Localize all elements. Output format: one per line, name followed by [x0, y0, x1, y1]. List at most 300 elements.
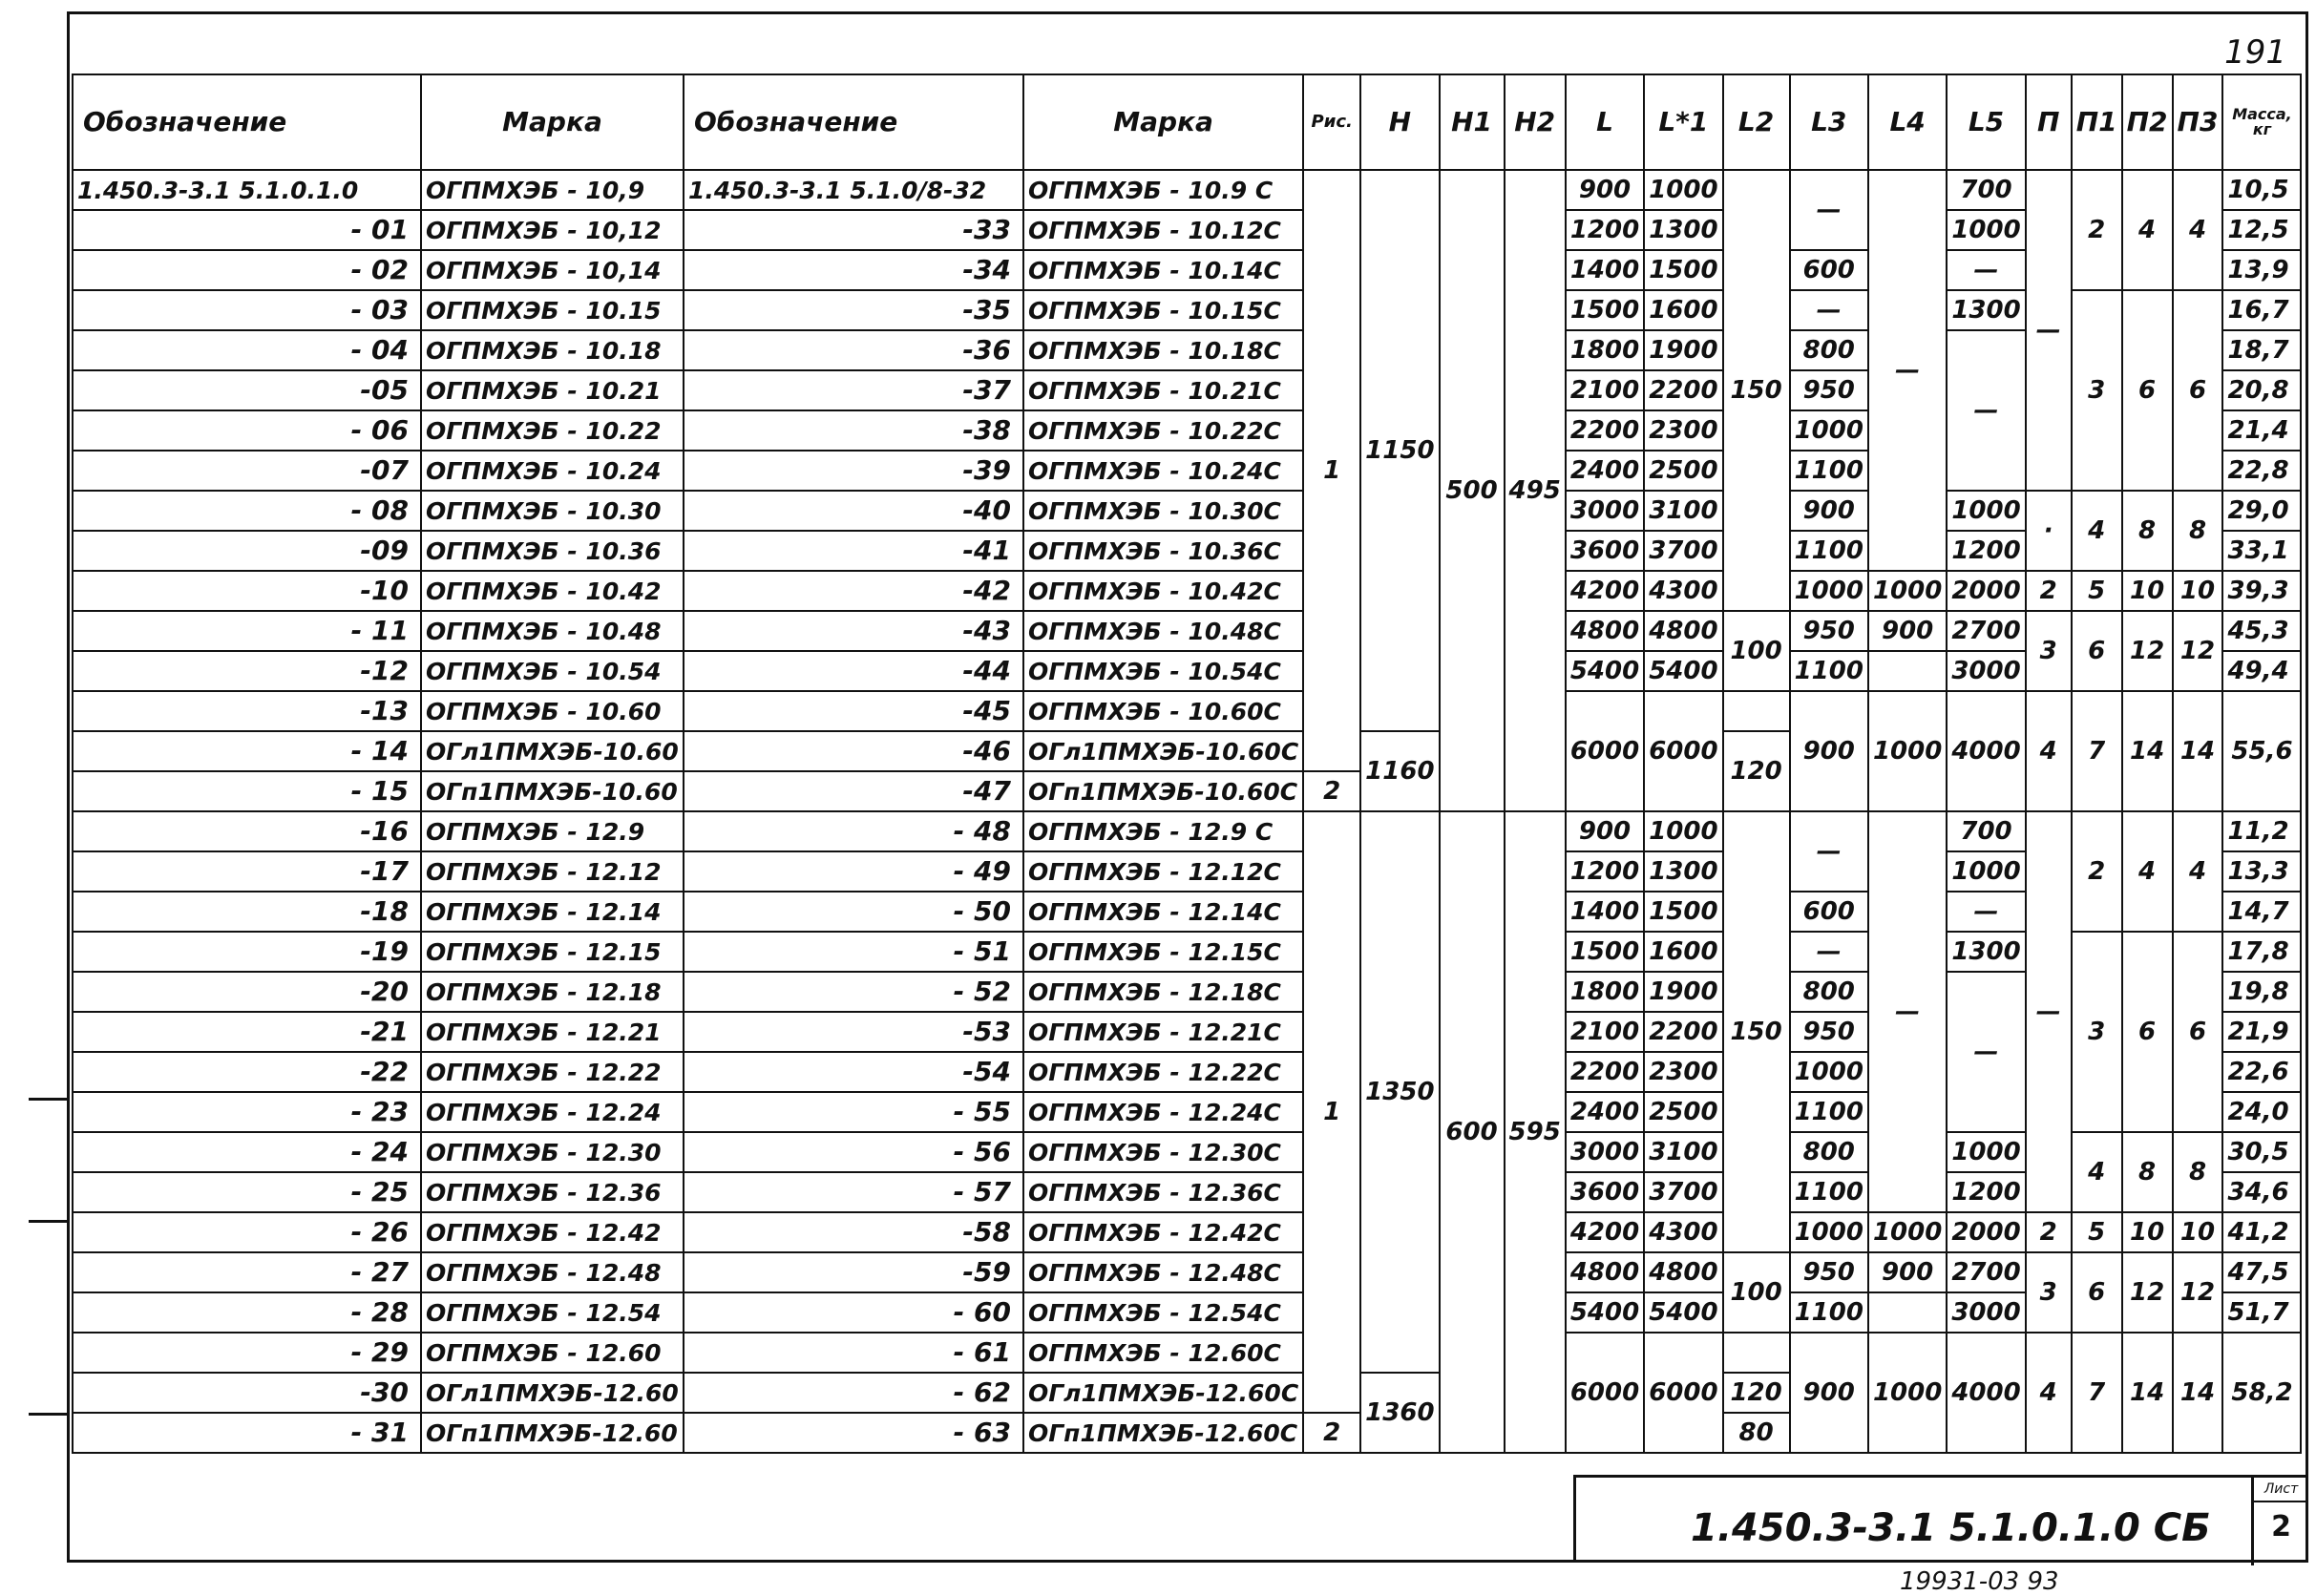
l1-cell: 4300 — [1644, 1212, 1722, 1252]
designation-cell: -58 — [684, 1212, 1023, 1252]
h1-cell: 600 — [1440, 811, 1505, 1453]
p2-cell: 14 — [2122, 691, 2173, 811]
h1-cell: 500 — [1440, 170, 1505, 811]
mass-cell: 34,6 — [2222, 1172, 2301, 1212]
mark-cell: ОГПМХЭБ - 10.60С — [1023, 691, 1303, 731]
l1-cell: 2500 — [1644, 1092, 1722, 1132]
p2-cell: 4 — [2122, 811, 2173, 932]
p3-cell: 8 — [2173, 1132, 2223, 1212]
table-row — [73, 210, 2301, 250]
l3-cell: 900 — [1790, 491, 1868, 531]
p-cell: · — [2026, 491, 2072, 571]
table-row — [73, 892, 2301, 932]
designation-cell: -17 — [73, 851, 421, 892]
designation-cell: -13 — [73, 691, 421, 731]
designation-cell: -59 — [684, 1252, 1023, 1292]
l-cell: 2200 — [1566, 410, 1644, 451]
designation-cell: - 57 — [684, 1172, 1023, 1212]
mark-cell: ОГПМХЭБ - 10.15С — [1023, 290, 1303, 330]
l1-cell: 1900 — [1644, 330, 1722, 370]
p3-cell: 12 — [2173, 1252, 2223, 1333]
mass-cell: 11,2 — [2222, 811, 2301, 851]
fig-cell: 1 — [1303, 170, 1360, 771]
designation-cell: - 51 — [684, 932, 1023, 972]
l-cell: 900 — [1566, 170, 1644, 210]
col-header: L5 — [1947, 74, 2025, 170]
designation-cell: -41 — [684, 531, 1023, 571]
mass-cell: 29,0 — [2222, 491, 2301, 531]
mark-cell: ОГПМХЭБ - 10,14 — [421, 250, 684, 290]
p1-cell: 3 — [2072, 932, 2122, 1132]
mass-cell: 21,4 — [2222, 410, 2301, 451]
table-row — [73, 1212, 2301, 1252]
p1-cell: 7 — [2072, 1333, 2122, 1453]
p1-cell: 5 — [2072, 571, 2122, 611]
l-cell: 5400 — [1566, 651, 1644, 691]
designation-cell: -19 — [73, 932, 421, 972]
mark-cell: ОГПМХЭБ - 10.48 — [421, 611, 684, 651]
designation-cell: -36 — [684, 330, 1023, 370]
l-cell: 2200 — [1566, 1052, 1644, 1092]
l2-cell: 80 — [1723, 1413, 1790, 1453]
mark-cell: ОГПМХЭБ - 12.9 С — [1023, 811, 1303, 851]
l4-cell: — — [1868, 811, 1947, 1212]
l1-cell: 1300 — [1644, 210, 1722, 250]
col-header: L — [1566, 74, 1644, 170]
l3-cell: — — [1790, 290, 1868, 330]
l5-cell: 2700 — [1947, 1252, 2025, 1292]
mark-cell: ОГПМХЭБ - 12.30 — [421, 1132, 684, 1172]
l-cell: 3600 — [1566, 1172, 1644, 1212]
mark-cell: ОГПМХЭБ - 10.48С — [1023, 611, 1303, 651]
l5-cell: 700 — [1947, 170, 2025, 210]
table-row — [73, 170, 2301, 210]
mark-cell: ОГПМХЭБ - 12.48С — [1023, 1252, 1303, 1292]
l1-cell: 1000 — [1644, 170, 1722, 210]
l1-cell: 5400 — [1644, 1292, 1722, 1333]
p2-cell: 10 — [2122, 571, 2173, 611]
designation-cell: -43 — [684, 611, 1023, 651]
mark-cell: ОГПМХЭБ - 12.12 — [421, 851, 684, 892]
col-header: L*1 — [1644, 74, 1722, 170]
mass-cell: 13,9 — [2222, 250, 2301, 290]
l5-cell: 2000 — [1947, 1212, 2025, 1252]
mark-cell: ОГл1ПМХЭБ-10.60С — [1023, 731, 1303, 771]
mass-cell: 19,8 — [2222, 972, 2301, 1012]
l-cell: 1400 — [1566, 892, 1644, 932]
p2-cell: 6 — [2122, 290, 2173, 491]
designation-cell: -46 — [684, 731, 1023, 771]
l-cell: 900 — [1566, 811, 1644, 851]
designation-cell: - 29 — [73, 1333, 421, 1373]
p-cell: — — [2026, 170, 2072, 491]
mass-cell: 55,6 — [2222, 691, 2301, 811]
l1-cell: 3100 — [1644, 1132, 1722, 1172]
designation-cell: - 03 — [73, 290, 421, 330]
col-header: Марка — [1023, 74, 1303, 170]
l2-cell: 150 — [1723, 811, 1790, 1252]
designation-cell: -10 — [73, 571, 421, 611]
p1-cell: 6 — [2072, 1252, 2122, 1333]
p-cell: 3 — [2026, 1252, 2072, 1333]
mass-cell: 22,8 — [2222, 451, 2301, 491]
mass-cell: 47,5 — [2222, 1252, 2301, 1292]
l4-cell: 900 — [1868, 1252, 1947, 1292]
col-header: П1 — [2072, 74, 2122, 170]
l1-cell: 1600 — [1644, 932, 1722, 972]
l4-cell: 1000 — [1868, 1212, 1947, 1252]
l1-cell: 2200 — [1644, 1012, 1722, 1052]
mark-cell: ОГПМХЭБ - 10.9 С — [1023, 170, 1303, 210]
mark-cell: ОГПМХЭБ - 10.21 — [421, 370, 684, 410]
table-row — [73, 1252, 2301, 1292]
p1-cell: 6 — [2072, 611, 2122, 691]
l3-cell: 600 — [1790, 892, 1868, 932]
mark-cell: ОГПМХЭБ - 10.36 — [421, 531, 684, 571]
document-code: 1.450.3-3.1 5.1.0.1.0 СБ — [1691, 1506, 2211, 1550]
table-row — [73, 571, 2301, 611]
table-row — [73, 1292, 2301, 1333]
designation-cell: - 08 — [73, 491, 421, 531]
mark-cell: ОГПМХЭБ - 10.12С — [1023, 210, 1303, 250]
designation-cell: - 04 — [73, 330, 421, 370]
mark-cell: ОГПМХЭБ - 12.36С — [1023, 1172, 1303, 1212]
designation-cell: - 01 — [73, 210, 421, 250]
mark-cell: ОГп1ПМХЭБ-10.60 — [421, 771, 684, 811]
mark-cell: ОГПМХЭБ - 12.48 — [421, 1252, 684, 1292]
mark-cell: ОГПМХЭБ - 12.22 — [421, 1052, 684, 1092]
mass-cell: 17,8 — [2222, 932, 2301, 972]
l1-cell: 2300 — [1644, 1052, 1722, 1092]
p1-cell: 2 — [2072, 170, 2122, 290]
mark-cell: ОГПМХЭБ - 12.15 — [421, 932, 684, 972]
designation-cell: -45 — [684, 691, 1023, 731]
mark-cell: ОГПМХЭБ - 12.24 — [421, 1092, 684, 1132]
table-row — [73, 330, 2301, 370]
l5-cell: 3000 — [1947, 651, 2025, 691]
h2-cell: 495 — [1505, 170, 1566, 811]
p3-cell: 10 — [2173, 1212, 2223, 1252]
mark-cell: ОГПМХЭБ - 10.30 — [421, 491, 684, 531]
mark-cell: ОГл1ПМХЭБ-12.60 — [421, 1373, 684, 1413]
fig-cell: 2 — [1303, 1413, 1360, 1453]
table-row — [73, 972, 2301, 1012]
l5-cell: — — [1947, 330, 2025, 491]
l1-cell: 3700 — [1644, 1172, 1722, 1212]
l-cell: 6000 — [1566, 1333, 1644, 1453]
h2-cell: 595 — [1505, 811, 1566, 1453]
mark-cell: ОГп1ПМХЭБ-10.60С — [1023, 771, 1303, 811]
l2-cell: 150 — [1723, 170, 1790, 611]
p-cell: 3 — [2026, 611, 2072, 691]
l3-cell: — — [1790, 932, 1868, 972]
sheet-box — [2251, 1478, 2308, 1565]
col-header: H — [1360, 74, 1439, 170]
designation-cell: -18 — [73, 892, 421, 932]
mark-cell: ОГПМХЭБ - 10,9 — [421, 170, 684, 210]
l3-cell: 1100 — [1790, 531, 1868, 571]
l-cell: 1500 — [1566, 290, 1644, 330]
p2-cell: 12 — [2122, 611, 2173, 691]
mark-cell: ОГПМХЭБ - 12.24С — [1023, 1092, 1303, 1132]
table-row — [73, 691, 2301, 731]
designation-cell: - 14 — [73, 731, 421, 771]
l5-cell: — — [1947, 250, 2025, 290]
l-cell: 6000 — [1566, 691, 1644, 811]
designation-cell: - 52 — [684, 972, 1023, 1012]
l1-cell: 4800 — [1644, 611, 1722, 651]
p3-cell: 6 — [2173, 290, 2223, 491]
l5-cell: 2000 — [1947, 571, 2025, 611]
designation-cell: - 55 — [684, 1092, 1023, 1132]
mark-cell: ОГПМХЭБ - 10.22С — [1023, 410, 1303, 451]
table-row — [73, 250, 2301, 290]
p2-cell: 14 — [2122, 1333, 2173, 1453]
designation-cell: - 24 — [73, 1132, 421, 1172]
mass-cell: 45,3 — [2222, 611, 2301, 651]
l3-cell: 950 — [1790, 611, 1868, 651]
fig-cell: 1 — [1303, 811, 1360, 1413]
p3-cell: 10 — [2173, 571, 2223, 611]
sheet-number: 2 — [2271, 1510, 2291, 1544]
designation-cell: -21 — [73, 1012, 421, 1052]
l3-cell: 1100 — [1790, 1092, 1868, 1132]
designation-cell: -42 — [684, 571, 1023, 611]
designation-cell: -47 — [684, 771, 1023, 811]
title-block — [1573, 1475, 2308, 1563]
mark-cell: ОГПМХЭБ - 12.14 — [421, 892, 684, 932]
l3-cell: 950 — [1790, 370, 1868, 410]
table-row — [73, 932, 2301, 972]
l4-cell: 1000 — [1868, 571, 1947, 611]
p1-cell: 4 — [2072, 1132, 2122, 1212]
mark-cell: ОГл1ПМХЭБ-12.60С — [1023, 1373, 1303, 1413]
mark-cell: ОГПМХЭБ - 12.54 — [421, 1292, 684, 1333]
mark-cell: ОГПМХЭБ - 10.42 — [421, 571, 684, 611]
l4-cell: 1000 — [1868, 1333, 1947, 1453]
p-cell: 4 — [2026, 1333, 2072, 1453]
mark-cell: ОГПМХЭБ - 12.21С — [1023, 1012, 1303, 1052]
l2-cell: 120 — [1723, 731, 1790, 811]
col-header: L3 — [1790, 74, 1868, 170]
l4-cell — [1868, 1292, 1947, 1333]
mark-cell: ОГПМХЭБ - 12.15С — [1023, 932, 1303, 972]
l2-cell: 100 — [1723, 1252, 1790, 1333]
designation-cell: -16 — [73, 811, 421, 851]
designation-cell: - 25 — [73, 1172, 421, 1212]
designation-cell: - 56 — [684, 1132, 1023, 1172]
l3-cell: 1100 — [1790, 1172, 1868, 1212]
mass-cell: 39,3 — [2222, 571, 2301, 611]
l1-cell: 6000 — [1644, 691, 1722, 811]
l3-cell: 800 — [1790, 1132, 1868, 1172]
table-row — [73, 1333, 2301, 1373]
table-row — [73, 851, 2301, 892]
l5-cell: — — [1947, 892, 2025, 932]
l1-cell: 1900 — [1644, 972, 1722, 1012]
mark-cell: ОГПМХЭБ - 12.12С — [1023, 851, 1303, 892]
l1-cell: 4300 — [1644, 571, 1722, 611]
p-cell: 4 — [2026, 691, 2072, 811]
l4-cell — [1868, 651, 1947, 691]
l-cell: 3600 — [1566, 531, 1644, 571]
designation-cell: -30 — [73, 1373, 421, 1413]
l1-cell: 1500 — [1644, 250, 1722, 290]
l-cell: 2400 — [1566, 1092, 1644, 1132]
col-header: Марка — [421, 74, 684, 170]
p2-cell: 4 — [2122, 170, 2173, 290]
l3-cell: 1000 — [1790, 571, 1868, 611]
page-number: 191 — [2224, 33, 2286, 72]
designation-cell: - 02 — [73, 250, 421, 290]
specification-table — [72, 74, 2302, 1454]
designation-cell: - 50 — [684, 892, 1023, 932]
mark-cell: ОГПМХЭБ - 12.36 — [421, 1172, 684, 1212]
mass-cell: 14,7 — [2222, 892, 2301, 932]
designation-cell: -37 — [684, 370, 1023, 410]
mark-cell: ОГПМХЭБ - 10.54 — [421, 651, 684, 691]
l5-cell: 700 — [1947, 811, 2025, 851]
designation-cell: 1.450.3-3.1 5.1.0.1.0 — [73, 170, 421, 210]
l3-cell: 1100 — [1790, 451, 1868, 491]
designation-cell: - 28 — [73, 1292, 421, 1333]
p3-cell: 4 — [2173, 170, 2223, 290]
mark-cell: ОГПМХЭБ - 10.15 — [421, 290, 684, 330]
mark-cell: ОГл1ПМХЭБ-10.60 — [421, 731, 684, 771]
mark-cell: ОГПМХЭБ - 10,12 — [421, 210, 684, 250]
l3-cell: 1000 — [1790, 410, 1868, 451]
mark-cell: ОГПМХЭБ - 12.60 — [421, 1333, 684, 1373]
table-row — [73, 651, 2301, 691]
p2-cell: 12 — [2122, 1252, 2173, 1333]
designation-cell: 1.450.3-3.1 5.1.0/8-32 — [684, 170, 1023, 210]
mass-cell: 24,0 — [2222, 1092, 2301, 1132]
designation-cell: - 11 — [73, 611, 421, 651]
p3-cell: 8 — [2173, 491, 2223, 571]
p2-cell: 8 — [2122, 491, 2173, 571]
l1-cell: 2500 — [1644, 451, 1722, 491]
designation-cell: -12 — [73, 651, 421, 691]
l-cell: 4200 — [1566, 571, 1644, 611]
l1-cell: 2300 — [1644, 410, 1722, 451]
edge-mark — [29, 1220, 67, 1223]
l3-cell: 800 — [1790, 330, 1868, 370]
mark-cell: ОГПМХЭБ - 10.18 — [421, 330, 684, 370]
mark-cell: ОГПМХЭБ - 12.9 — [421, 811, 684, 851]
header-row — [73, 74, 2301, 170]
table-row — [73, 611, 2301, 651]
l5-cell: 1200 — [1947, 1172, 2025, 1212]
mass-cell: 10,5 — [2222, 170, 2301, 210]
col-header: H1 — [1440, 74, 1505, 170]
p1-cell: 5 — [2072, 1212, 2122, 1252]
l-cell: 4800 — [1566, 1252, 1644, 1292]
l-cell: 1500 — [1566, 932, 1644, 972]
l1-cell: 6000 — [1644, 1333, 1722, 1453]
table-row — [73, 1172, 2301, 1212]
mark-cell: ОГПМХЭБ - 10.42С — [1023, 571, 1303, 611]
edge-mark — [29, 1098, 67, 1101]
designation-cell: -22 — [73, 1052, 421, 1092]
designation-cell: - 60 — [684, 1292, 1023, 1333]
designation-cell: -39 — [684, 451, 1023, 491]
col-header: Рис. — [1303, 74, 1360, 170]
h-cell: 1350 — [1360, 811, 1439, 1373]
designation-cell: - 49 — [684, 851, 1023, 892]
l4-cell: 900 — [1868, 611, 1947, 651]
designation-cell: - 61 — [684, 1333, 1023, 1373]
designation-cell: -05 — [73, 370, 421, 410]
designation-cell: - 62 — [684, 1373, 1023, 1413]
archive-number: 19931-03 93 — [1900, 1567, 2059, 1596]
l2-cell: 100 — [1723, 611, 1790, 691]
p-cell: 2 — [2026, 571, 2072, 611]
l-cell: 2400 — [1566, 451, 1644, 491]
l-cell: 1800 — [1566, 330, 1644, 370]
mark-cell: ОГПМХЭБ - 12.30С — [1023, 1132, 1303, 1172]
l2-cell: 120 — [1723, 1373, 1790, 1413]
designation-cell: - 27 — [73, 1252, 421, 1292]
designation-cell: - 23 — [73, 1092, 421, 1132]
l1-cell: 4800 — [1644, 1252, 1722, 1292]
mark-cell: ОГПМХЭБ - 10.60 — [421, 691, 684, 731]
sheet-label: Лист — [2254, 1478, 2308, 1502]
mark-cell: ОГПМХЭБ - 12.42С — [1023, 1212, 1303, 1252]
l1-cell: 1300 — [1644, 851, 1722, 892]
designation-cell: -33 — [684, 210, 1023, 250]
l-cell: 1400 — [1566, 250, 1644, 290]
p2-cell: 6 — [2122, 932, 2173, 1132]
mass-cell: 30,5 — [2222, 1132, 2301, 1172]
mark-cell: ОГПМХЭБ - 12.18С — [1023, 972, 1303, 1012]
l-cell: 1800 — [1566, 972, 1644, 1012]
designation-cell: -54 — [684, 1052, 1023, 1092]
table-row — [73, 491, 2301, 531]
col-header: Обозначение — [684, 74, 1023, 170]
l3-cell: 1100 — [1790, 1292, 1868, 1333]
l5-cell: 1200 — [1947, 531, 2025, 571]
l5-cell: 4000 — [1947, 1333, 2025, 1453]
designation-cell: -09 — [73, 531, 421, 571]
p2-cell: 8 — [2122, 1132, 2173, 1212]
p3-cell: 4 — [2173, 811, 2223, 932]
mass-cell: 20,8 — [2222, 370, 2301, 410]
designation-cell: -20 — [73, 972, 421, 1012]
mark-cell: ОГПМХЭБ - 12.18 — [421, 972, 684, 1012]
mark-cell: ОГп1ПМХЭБ-12.60 — [421, 1413, 684, 1453]
mass-cell: 12,5 — [2222, 210, 2301, 250]
col-header: L4 — [1868, 74, 1947, 170]
l5-cell: 1000 — [1947, 851, 2025, 892]
l3-cell: — — [1790, 811, 1868, 892]
l4-cell: — — [1868, 170, 1947, 571]
l2-cell — [1723, 691, 1790, 731]
mark-cell: ОГПМХЭБ - 10.30С — [1023, 491, 1303, 531]
l3-cell: 900 — [1790, 1333, 1868, 1453]
l5-cell: 1300 — [1947, 932, 2025, 972]
l3-cell: 600 — [1790, 250, 1868, 290]
mass-cell: 16,7 — [2222, 290, 2301, 330]
l5-cell: 2700 — [1947, 611, 2025, 651]
mark-cell: ОГПМХЭБ - 10.54С — [1023, 651, 1303, 691]
l1-cell: 1000 — [1644, 811, 1722, 851]
l-cell: 4200 — [1566, 1212, 1644, 1252]
l1-cell: 3700 — [1644, 531, 1722, 571]
mark-cell: ОГПМХЭБ - 12.22С — [1023, 1052, 1303, 1092]
designation-cell: - 06 — [73, 410, 421, 451]
table-row — [73, 811, 2301, 851]
l-cell: 4800 — [1566, 611, 1644, 651]
